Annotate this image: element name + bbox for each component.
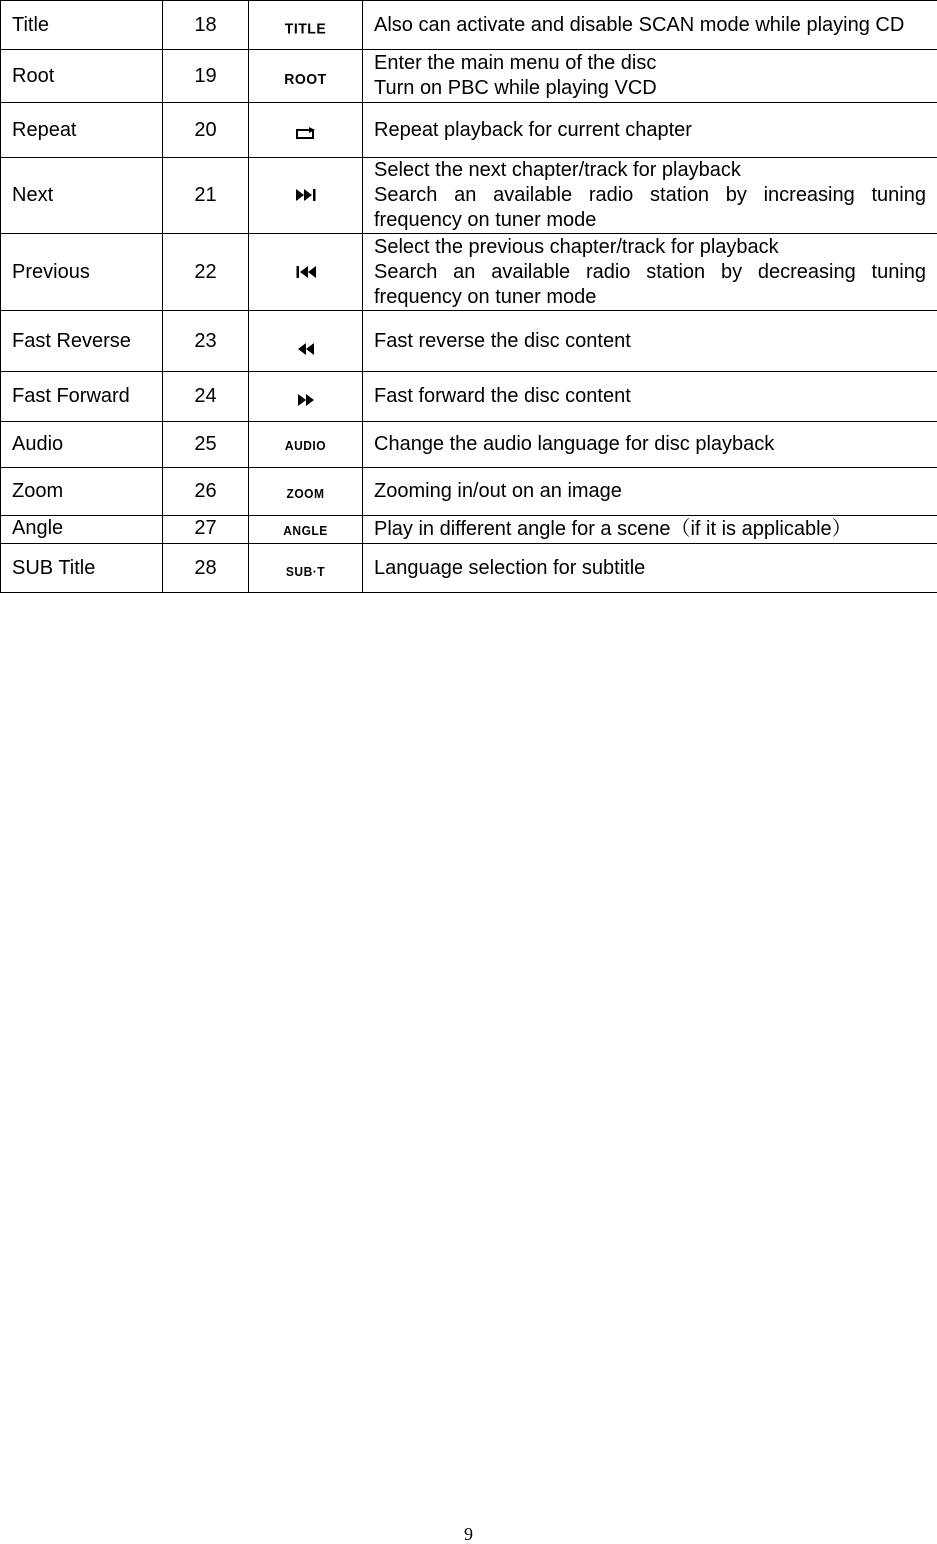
description-line: Language selection for subtitle [374,556,646,579]
table-row [1,422,937,468]
function-description [363,311,937,372]
angle-key-icon: ANGLE [283,523,328,539]
table-row [1,158,937,234]
function-description [363,468,937,516]
key-number: 26 [163,468,249,516]
audio-key-icon: AUDIO [284,438,327,454]
description-line: Select the previous chapter/track for playback [374,235,779,258]
function-name: Zoom [1,468,163,516]
description-line: Zooming in/out on an image [374,480,622,502]
table-row [1,50,937,103]
key-icon-cell [249,103,363,158]
function-description [363,103,937,158]
function-description [363,158,937,234]
table-row [1,468,937,516]
description-line: Also can activate and disable SCAN mode while playing CD [374,13,905,36]
fast-forward-icon [296,394,316,406]
function-name: Angle [1,516,163,544]
function-description [363,50,937,103]
table-row [1,516,937,544]
description-line: Select the next chapter/track for playback [374,159,741,181]
key-icon-cell [249,422,363,468]
key-icon-cell [249,372,363,422]
function-description [363,1,937,50]
function-name: Previous [1,234,163,311]
title-key-icon: TITLE [284,19,327,36]
key-number: 21 [163,158,249,234]
key-icon-cell [249,234,363,311]
function-name: Next [1,158,163,234]
function-name: Fast Reverse [1,311,163,372]
key-number: 23 [163,311,249,372]
function-name: Fast Forward [1,372,163,422]
description-line: Search an available radio station by increasing tuning frequency on tuner mode [374,184,926,231]
key-number: 20 [163,103,249,158]
table-row [1,234,937,311]
next-track-icon [295,189,317,201]
description-line: Fast reverse the disc content [374,329,631,352]
key-number: 22 [163,234,249,311]
key-icon-cell [249,468,363,516]
table-row [1,372,937,422]
key-number: 24 [163,372,249,422]
page-number: 9 [464,1524,473,1544]
table-row [1,544,937,593]
zoom-key-icon: ZOOM [286,486,325,502]
key-icon-cell [249,544,363,593]
key-icon-cell [249,516,363,544]
key-number: 28 [163,544,249,593]
key-number: 19 [163,50,249,103]
previous-track-icon [295,266,317,278]
subtitle-key-icon: SUB·T [285,564,326,579]
key-number: 25 [163,422,249,468]
function-name: SUB Title [1,544,163,593]
function-description [363,234,937,311]
key-number: 27 [163,516,249,544]
function-description [363,422,937,468]
key-icon-cell [249,311,363,372]
key-number: 18 [163,1,249,50]
key-icon-cell [249,1,363,50]
function-name: Title [1,1,163,50]
function-description [363,544,937,593]
description-line: Search an available radio station by decreasing tuning frequency on tuner mode [374,260,926,308]
key-icon-cell [249,50,363,103]
description-line: Repeat playback for current chapter [374,118,692,141]
description-line: Turn on PBC while playing VCD [374,77,657,99]
function-description [363,372,937,422]
table-row [1,1,937,50]
fast-reverse-icon [296,343,316,355]
description-line: Fast forward the disc content [374,385,631,407]
table-row [1,103,937,158]
table-row [1,311,937,372]
remote-function-table [0,0,937,593]
function-description [363,516,937,544]
function-name: Audio [1,422,163,468]
key-icon-cell [249,158,363,234]
description-line: Play in different angle for a scene（if it is applicable） [374,518,852,540]
description-line: Enter the main menu of the disc [374,52,657,74]
repeat-icon [294,127,318,141]
description-line: Change the audio language for disc playback [374,433,775,455]
function-name: Root [1,50,163,103]
function-name: Repeat [1,103,163,158]
root-key-icon: ROOT [284,70,327,88]
